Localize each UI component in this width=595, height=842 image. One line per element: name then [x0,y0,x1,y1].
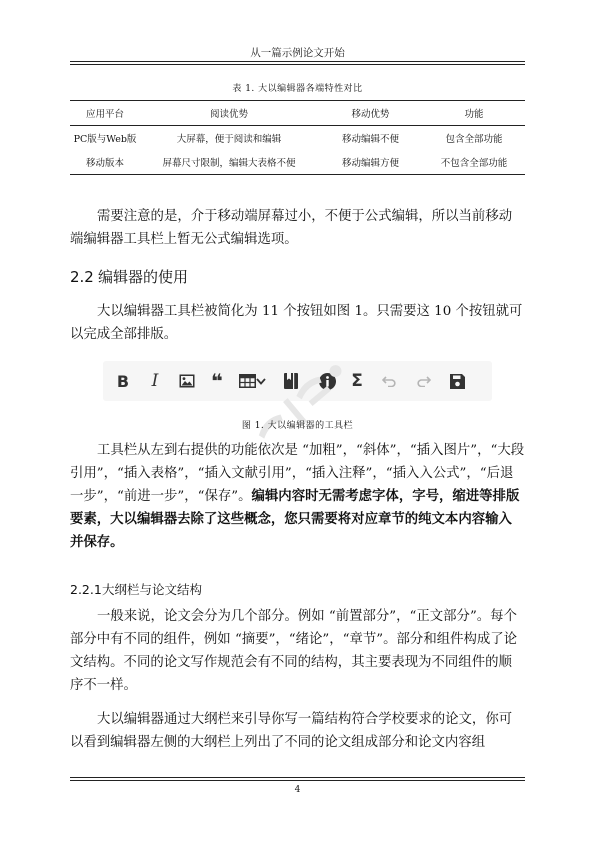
section-heading [70,266,188,287]
table-row [70,126,525,151]
body-paragraph [70,300,525,346]
section-number: 2.2 [70,268,94,286]
italic-icon: I [151,371,159,391]
table-cell: 大屏幕，便于阅读和编辑 [176,134,282,145]
table-header-cell: 功能 [464,109,484,120]
body-paragraph [70,205,525,251]
figure-caption: 图 1. 大以编辑器的工具栏 [241,421,354,431]
subsection-title: 大纲栏与论文结构 [102,582,203,597]
bold-button[interactable] [109,367,137,395]
paragraph-bold-text: 编辑内容时无需考虑字体，字号，缩进等排版要素，大以编辑器去除了这些概念，您只需要将对应章节的纯文本内容输入并保存。 [70,488,520,550]
section-title: 编辑器的使用 [98,268,189,286]
image-icon [179,374,195,388]
redo-icon [415,376,431,387]
sigma-icon: Σ [351,371,363,391]
table-row [70,150,525,175]
subsection-number: 2.2.1 [70,582,102,597]
block-quote-button[interactable] [203,367,231,395]
paragraph-text: 需要注意的是，介于移动端屏幕过小，不便于公式编辑，所以当前移动端编辑器工具栏上暂无公式编辑选项。 [70,209,513,247]
redo-button[interactable] [409,367,437,395]
body-paragraph [70,708,525,754]
page-number: 4 [294,785,301,795]
table-cell: 移动编辑不便 [341,134,399,145]
table-header-row [70,101,525,126]
table-cell: 移动编辑方便 [341,158,399,169]
body-paragraph [70,439,525,554]
table-cell: 移动版本 [85,158,124,169]
insert-image-button[interactable] [173,367,201,395]
table-cell: 屏幕尺寸限制，编辑大表格不便 [162,158,296,169]
table-header-cell: 阅读优势 [209,109,248,120]
subsection-heading [70,580,202,598]
page-header: 从一篇示例论文开始 [250,47,345,59]
save-button[interactable] [443,367,471,395]
table-header-cell: 移动优势 [351,109,390,120]
features-table [70,100,525,175]
bold-icon: B [116,371,130,391]
header-rule-thin [70,64,525,65]
paragraph-text: 一般来说，论文会分为几个部分。例如 “前置部分”，“正文部分”。每个部分中有不同的组件，例如 “摘要”，“绪论”，“章节”。部分和组件构成了论文结构。不同的论文写作规范会有不同的结构，其主要表现为不同组件的顺序不一样。 [70,609,518,693]
italic-button[interactable] [141,367,169,395]
paragraph-text: 工具栏从左到右提供的功能依次是 “加粗”，“斜体”，“插入图片”，“大段引用”，“插入表格”，“插入文献引用”，“插入注释”，“插入入公式”，“后退一步”，“前进一步”，“保存”。 [70,443,525,504]
table-cell: PC版与Web版 [73,134,137,145]
footer-rule-thin [70,777,525,778]
body-paragraph [70,605,525,697]
paragraph-text: 大以编辑器通过大纲栏来引导你写一篇结构符合学校要求的论文，你可以看到编辑器左侧的大纲栏上列出了不同的论文组成部分和论文内容组 [70,712,513,750]
undo-icon [382,376,398,387]
paragraph-text: 大以编辑器工具栏被简化为 11 个按钮如图 1。只需要这 10 个按钮就可以完成全部排版。 [70,304,523,342]
footer-rule-thick [70,780,525,781]
table-caption: 表 1. 大以编辑器各端特性对比 [232,84,363,94]
table-cell: 不包含全部功能 [440,158,508,169]
header-rule-thick [70,61,525,62]
table-header-cell: 应用平台 [85,109,124,120]
table-cell: 包含全部功能 [445,134,503,145]
save-icon [450,374,465,389]
quote-icon: ❝ [211,369,223,393]
